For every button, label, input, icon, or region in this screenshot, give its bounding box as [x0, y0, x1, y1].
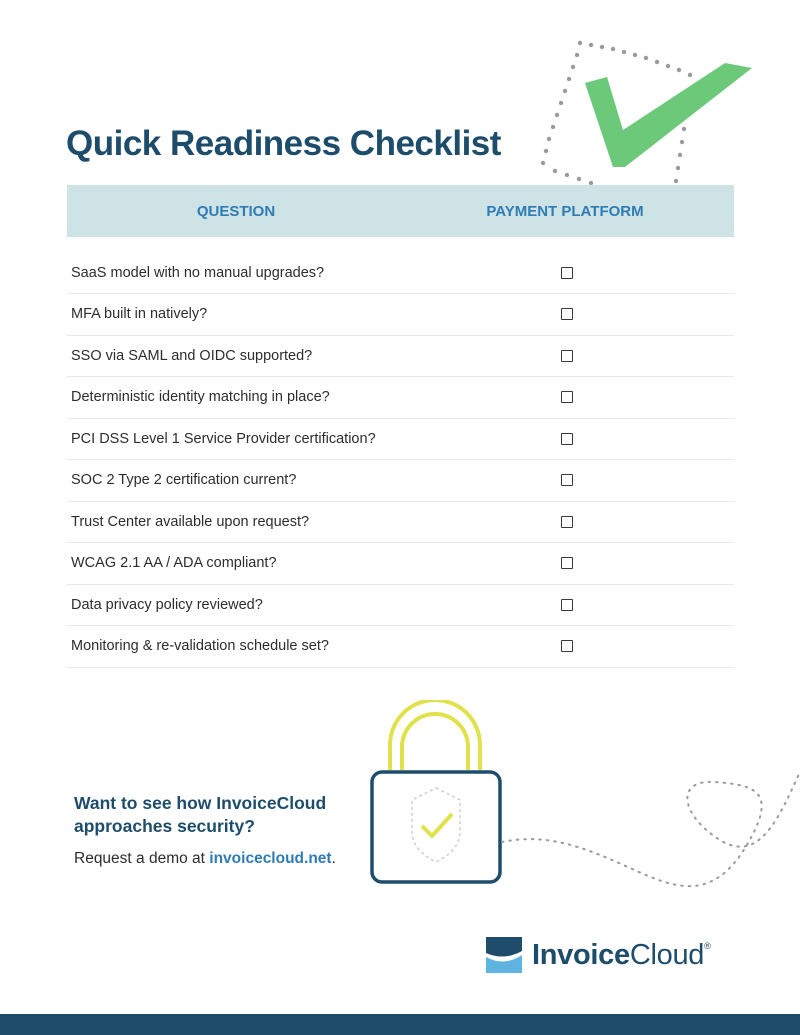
question-label: SSO via SAML and OIDC supported? [71, 347, 313, 364]
table-header [67, 185, 734, 237]
logo-word-regular: Cloud [629, 938, 705, 971]
table-row [67, 502, 734, 544]
call-to-action [74, 792, 336, 868]
table-row [67, 294, 734, 336]
cta-text-prefix: Request a demo at [74, 850, 210, 867]
checkbox-icon[interactable] [561, 599, 573, 611]
checkbox-icon[interactable] [561, 267, 573, 279]
checkbox-icon[interactable] [561, 308, 573, 320]
cta-heading-line-2: approaches security? [74, 816, 255, 836]
footer-bar [0, 1014, 800, 1035]
padlock-icon [360, 700, 800, 910]
table-row [67, 252, 734, 294]
question-label: SOC 2 Type 2 certification current? [71, 472, 297, 489]
table-row [67, 336, 734, 378]
table-row [67, 419, 734, 461]
logo-wordmark [532, 939, 710, 972]
invoicecloud-logo [486, 937, 710, 973]
question-label: Monitoring & re-validation schedule set? [71, 638, 329, 655]
table-body [67, 252, 734, 668]
checkbox-icon[interactable] [561, 433, 573, 445]
table-row [67, 543, 734, 585]
checkbox-icon[interactable] [561, 516, 573, 528]
table-row [67, 460, 734, 502]
question-label: Data privacy policy reviewed? [71, 596, 263, 613]
invoicecloud-logo-icon [486, 937, 522, 973]
page-title: Quick Readiness Checklist [66, 124, 501, 163]
table-row [67, 377, 734, 419]
logo-word-bold: Invoice [532, 938, 630, 971]
decorative-checkmark-icon [535, 35, 760, 195]
checkbox-icon[interactable] [561, 350, 573, 362]
cta-text [74, 850, 336, 868]
question-label: WCAG 2.1 AA / ADA compliant? [71, 555, 277, 572]
checkbox-icon[interactable] [561, 640, 573, 652]
cta-text-suffix: . [331, 850, 336, 867]
question-label: Trust Center available upon request? [71, 513, 310, 530]
registered-mark: ® [704, 940, 711, 951]
demo-link[interactable]: invoicecloud.net [209, 850, 332, 867]
checkbox-icon[interactable] [561, 391, 573, 403]
question-label: MFA built in natively? [71, 306, 208, 323]
column-header-payment-platform: PAYMENT PLATFORM [486, 202, 644, 220]
checklist-table [67, 185, 734, 668]
checkbox-icon[interactable] [561, 557, 573, 569]
table-row [67, 585, 734, 627]
table-row [67, 626, 734, 668]
question-label: Deterministic identity matching in place? [71, 389, 330, 406]
checkbox-icon[interactable] [561, 474, 573, 486]
cta-heading-line-1: Want to see how InvoiceCloud [74, 793, 327, 813]
question-label: SaaS model with no manual upgrades? [71, 264, 325, 281]
cta-heading [74, 792, 336, 838]
question-label: PCI DSS Level 1 Service Provider certification? [71, 430, 376, 447]
column-header-question: QUESTION [196, 202, 276, 220]
